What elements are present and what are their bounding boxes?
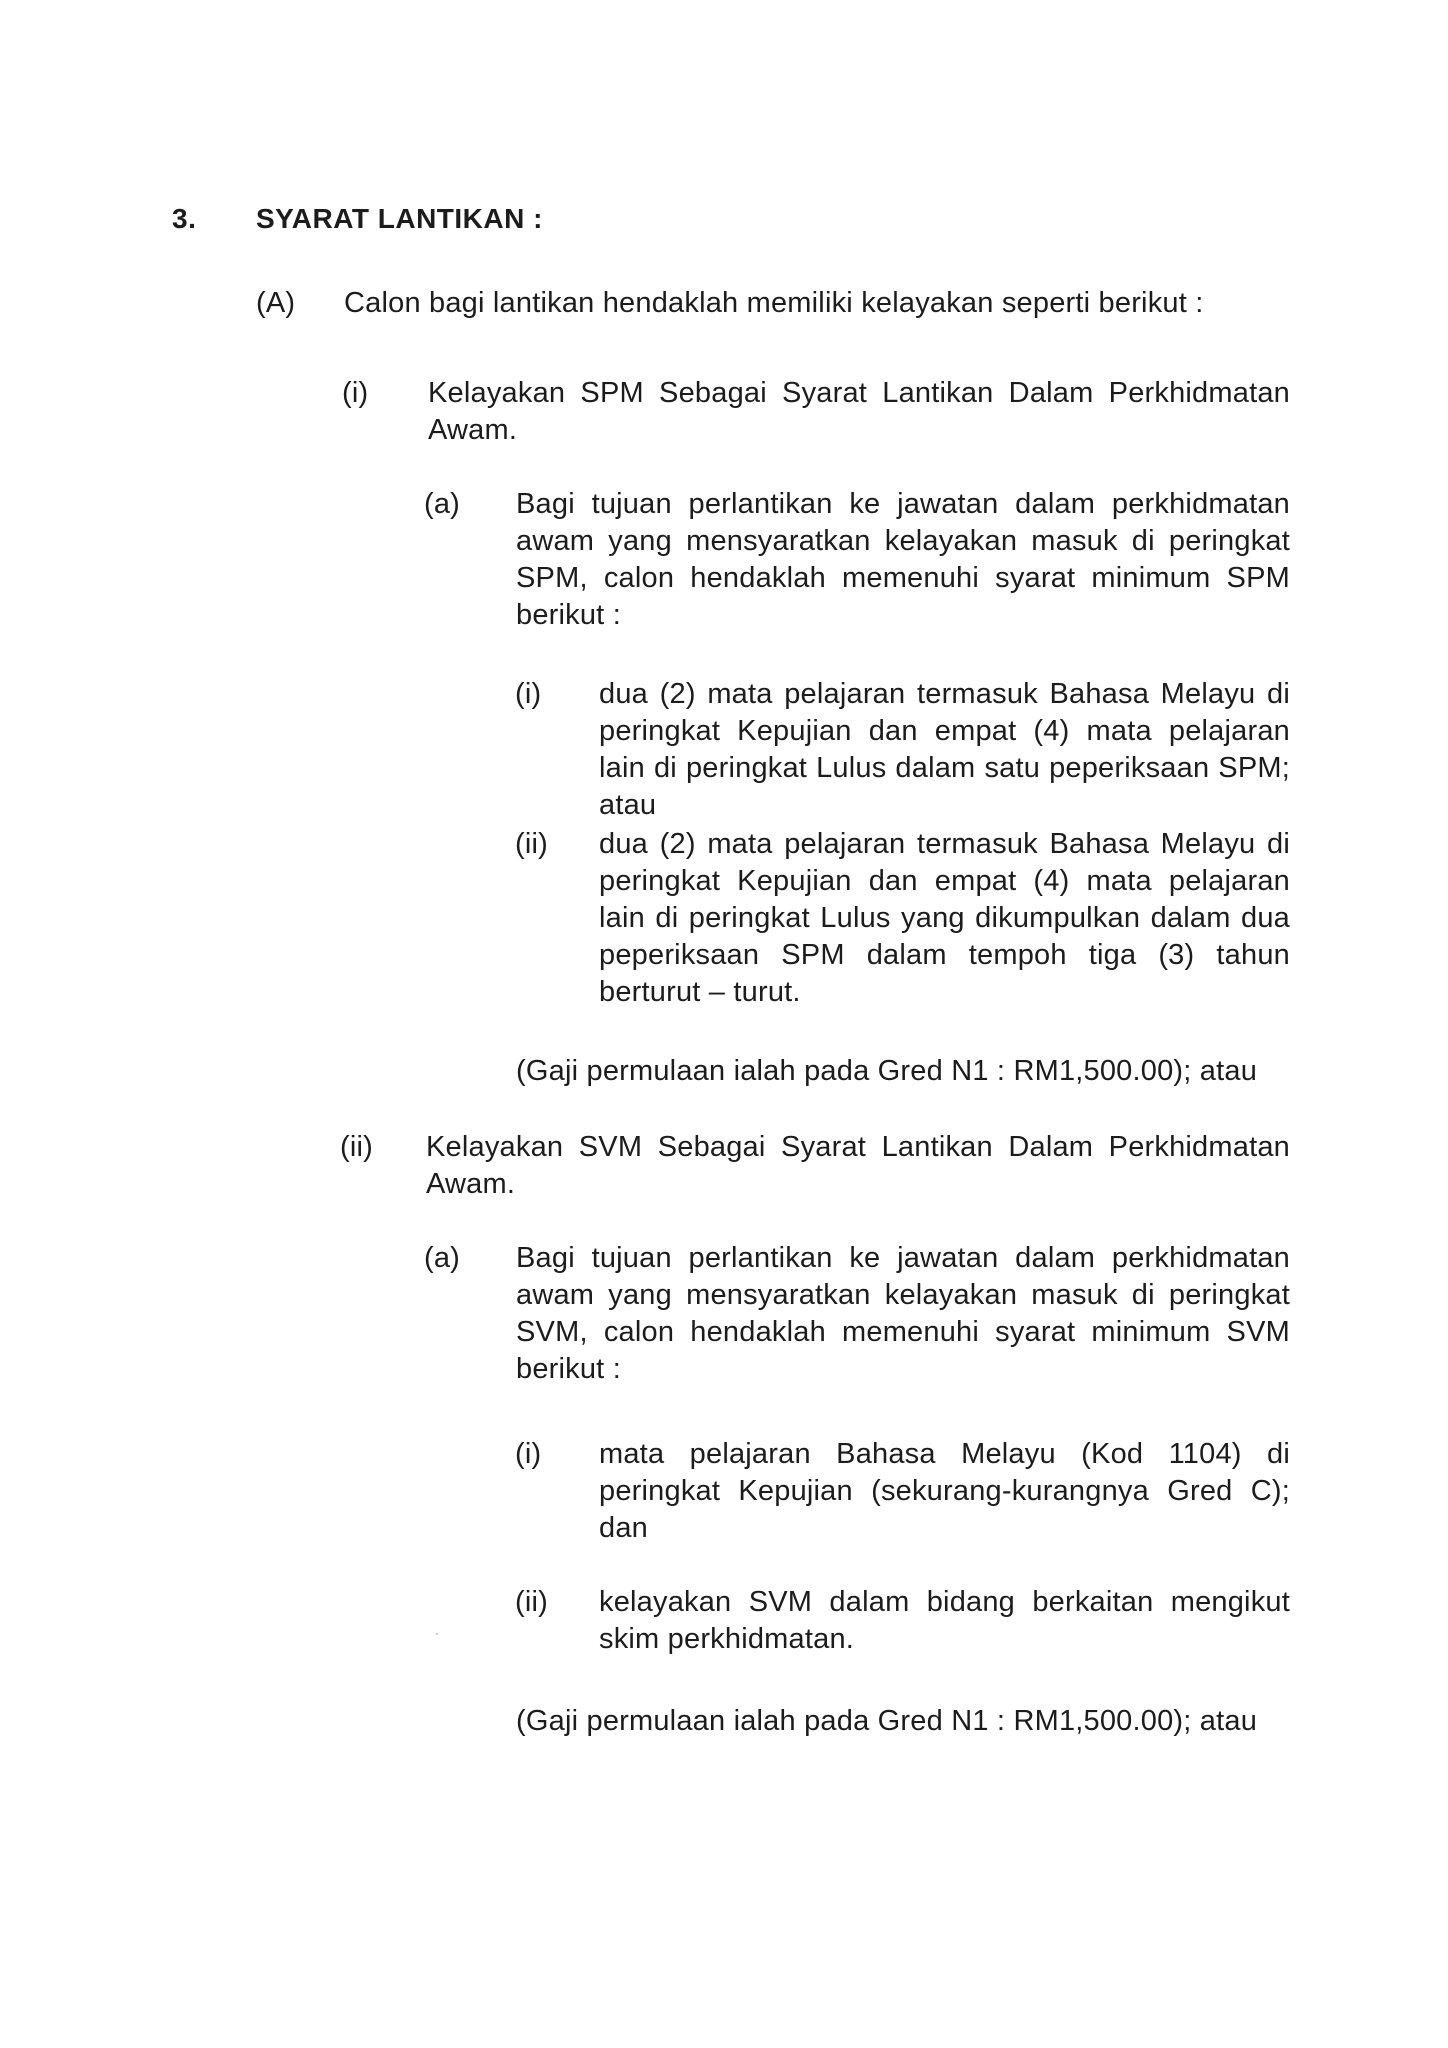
item-i-sub-a-label: (a) [424,488,461,520]
item-i-point-1-text: dua (2) mata pelajaran termasuk Bahasa Melayu di peringkat Kepujian dan empat (4) mata pelajaran lain di peringkat Lulus dalam satu peperiksaan SPM; atau [599,678,1290,821]
part-a-text: Calon bagi lantikan hendaklah memiliki kelayakan seperti berikut : [344,287,1204,319]
item-i-salary: (Gaji permulaan ialah pada Gred N1 : RM1,500.00); atau [516,1055,1258,1087]
item-ii-title: Kelayakan SVM Sebagai Syarat Lantikan Dalam Perkhidmatan Awam. [426,1131,1290,1200]
item-ii-sub-a-text: Bagi tujuan perlantikan ke jawatan dalam perkhidmatan awam yang mensyaratkan kelayakan masuk di peringkat SVM, calon hendaklah memenuhi syarat minimum SVM berikut : [516,1242,1290,1385]
item-i-point-2-label: (ii) [515,828,549,860]
item-i-label: (i) [342,377,369,409]
item-ii-point-2-text: kelayakan SVM dalam bidang berkaitan mengikut skim perkhidmatan. [599,1586,1290,1655]
part-a-label: (A) [256,287,296,319]
item-ii-point-1-text: mata pelajaran Bahasa Melayu (Kod 1104) di peringkat Kepujian (sekurang-kurangnya Gred C); dan [599,1438,1290,1544]
item-i-point-1-label: (i) [515,678,542,710]
item-i-title: Kelayakan SPM Sebagai Syarat Lantikan Dalam Perkhidmatan Awam. [428,377,1290,446]
item-ii-point-2-label: (ii) [515,1586,549,1618]
item-ii-salary: (Gaji permulaan ialah pada Gred N1 : RM1,500.00); atau [516,1705,1258,1737]
section-number: 3. [172,203,197,234]
item-i-sub-a-text: Bagi tujuan perlantikan ke jawatan dalam perkhidmatan awam yang mensyaratkan kelayakan masuk di peringkat SPM, calon hendaklah memenuhi syarat minimum SPM berikut : [516,488,1290,631]
item-ii-point-1-label: (i) [515,1438,542,1470]
section-title: SYARAT LANTIKAN : [256,203,543,234]
scan-speck [436,1633,438,1635]
item-i-point-2-text: dua (2) mata pelajaran termasuk Bahasa Melayu di peringkat Kepujian dan empat (4) mata pelajaran lain di peringkat Lulus yang dikumpulkan dalam dua peperiksaan SPM dalam tempoh tiga (3) tahun berturut – turut. [599,828,1290,1008]
item-ii-sub-a-label: (a) [424,1242,461,1274]
item-ii-label: (ii) [340,1131,374,1163]
